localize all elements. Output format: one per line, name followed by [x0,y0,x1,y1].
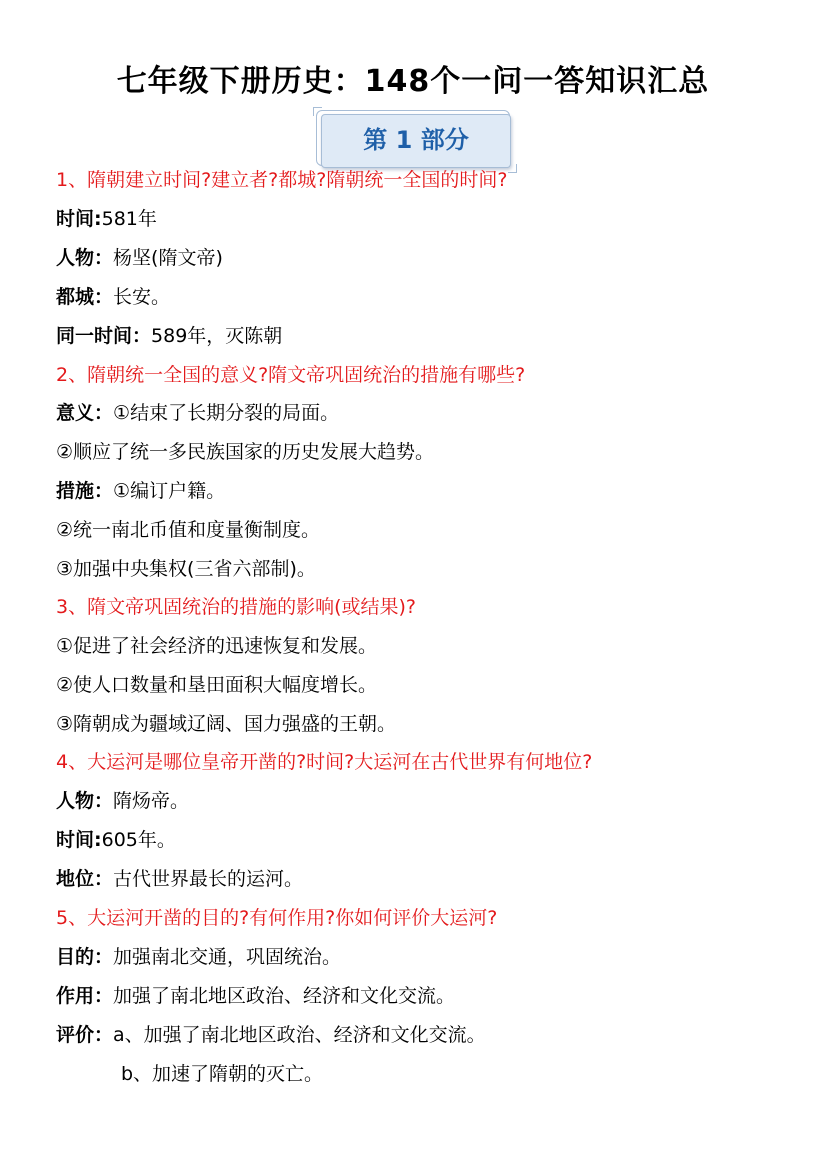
answer-text: 589年，灭陈朝 [151,325,283,347]
answer-text: ①结束了长期分裂的局面。 [113,402,340,424]
answer-line [56,439,434,465]
question-5: 5、大运河开凿的目的?有何作用?你如何评价大运河? [56,907,498,929]
answer-label: 措施 [56,480,95,502]
answer-label: 意义 [56,402,95,424]
answer-separator: ： [94,790,114,812]
answer-line [56,983,455,1009]
answer-separator: ： [94,1024,114,1046]
answer-separator: ： [94,480,114,502]
answer-line [56,478,225,504]
answer-label: 评价 [56,1024,95,1046]
answer-label: 目的 [56,946,95,968]
document-title: 七年级下册历史：148个一问一答知识汇总 [116,64,710,99]
answer-text: a、加强了南北地区政治、经济和文化交流。 [113,1024,486,1046]
badge-corner-ornament [508,164,517,173]
question-2: 2、隋朝统一全国的意义?隋文帝巩固统治的措施有哪些? [56,364,526,386]
answer-text: 581年 [101,208,157,230]
answer-separator: ： [94,286,114,308]
answer-text: b、加速了隋朝的灭亡。 [121,1063,324,1085]
answer-line [56,944,341,970]
answer-line [56,827,176,853]
answer-text: 隋炀帝。 [113,790,190,812]
answer-label: 时间 [56,208,95,230]
answer-line [56,788,189,814]
answer-separator: ： [94,985,114,1007]
answer-text: ②顺应了统一多民族国家的历史发展大趋势。 [56,441,435,463]
answer-separator: : [94,829,102,851]
answer-label: 人物 [56,790,95,812]
answer-label: 作用 [56,985,95,1007]
answer-line [56,400,339,426]
answer-line [56,1022,486,1048]
answer-text: 长安。 [113,286,171,308]
question-4: 4、大运河是哪位皇帝开凿的?时间?大运河在古代世界有何地位? [56,751,593,773]
answer-line [56,633,377,659]
answer-text: ②统一南北币值和度量衡制度。 [56,519,321,541]
answer-line [56,245,223,271]
badge-corner-ornament [313,107,322,116]
badge-label: 第 1 部分 [321,114,511,168]
answer-label: 时间 [56,829,95,851]
answer-line [56,556,316,582]
answer-text: ②使人口数量和垦田面积大幅度增长。 [56,674,378,696]
answer-line [56,672,377,698]
answer-label: 都城 [56,286,95,308]
answer-text: 杨坚(隋文帝) [113,247,223,269]
answer-line [56,866,303,892]
answer-line [56,323,282,349]
answer-label: 地位 [56,868,95,890]
answer-text: ①编订户籍。 [113,480,226,502]
answer-label: 人物 [56,247,95,269]
answer-separator: ： [94,402,114,424]
answer-text: 605年。 [101,829,176,851]
answer-text: ③加强中央集权(三省六部制)。 [56,558,316,580]
answer-text: ①促进了社会经济的迅速恢复和发展。 [56,635,378,657]
answer-label: 同一时间 [56,325,133,347]
answer-separator: ： [94,946,114,968]
answer-separator: ： [94,247,114,269]
answer-text: 加强了南北地区政治、经济和文化交流。 [113,985,456,1007]
answer-line [56,206,157,232]
answer-text: 古代世界最长的运河。 [113,868,304,890]
answer-line [56,284,170,310]
section-badge [316,110,512,168]
answer-text: 加强南北交通，巩固统治。 [113,946,342,968]
answer-separator: ： [132,325,152,347]
answer-line [56,517,320,543]
answer-line [56,711,396,737]
question-3: 3、隋文帝巩固统治的措施的影响(或结果)? [56,596,416,618]
answer-text: ③隋朝成为疆域辽阔、国力强盛的王朝。 [56,713,397,735]
answer-separator: ： [94,868,114,890]
question-1: 1、隋朝建立时间?建立者?都城?隋朝统一全国的时间? [56,169,508,191]
answer-line [121,1061,323,1087]
answer-separator: : [94,208,102,230]
